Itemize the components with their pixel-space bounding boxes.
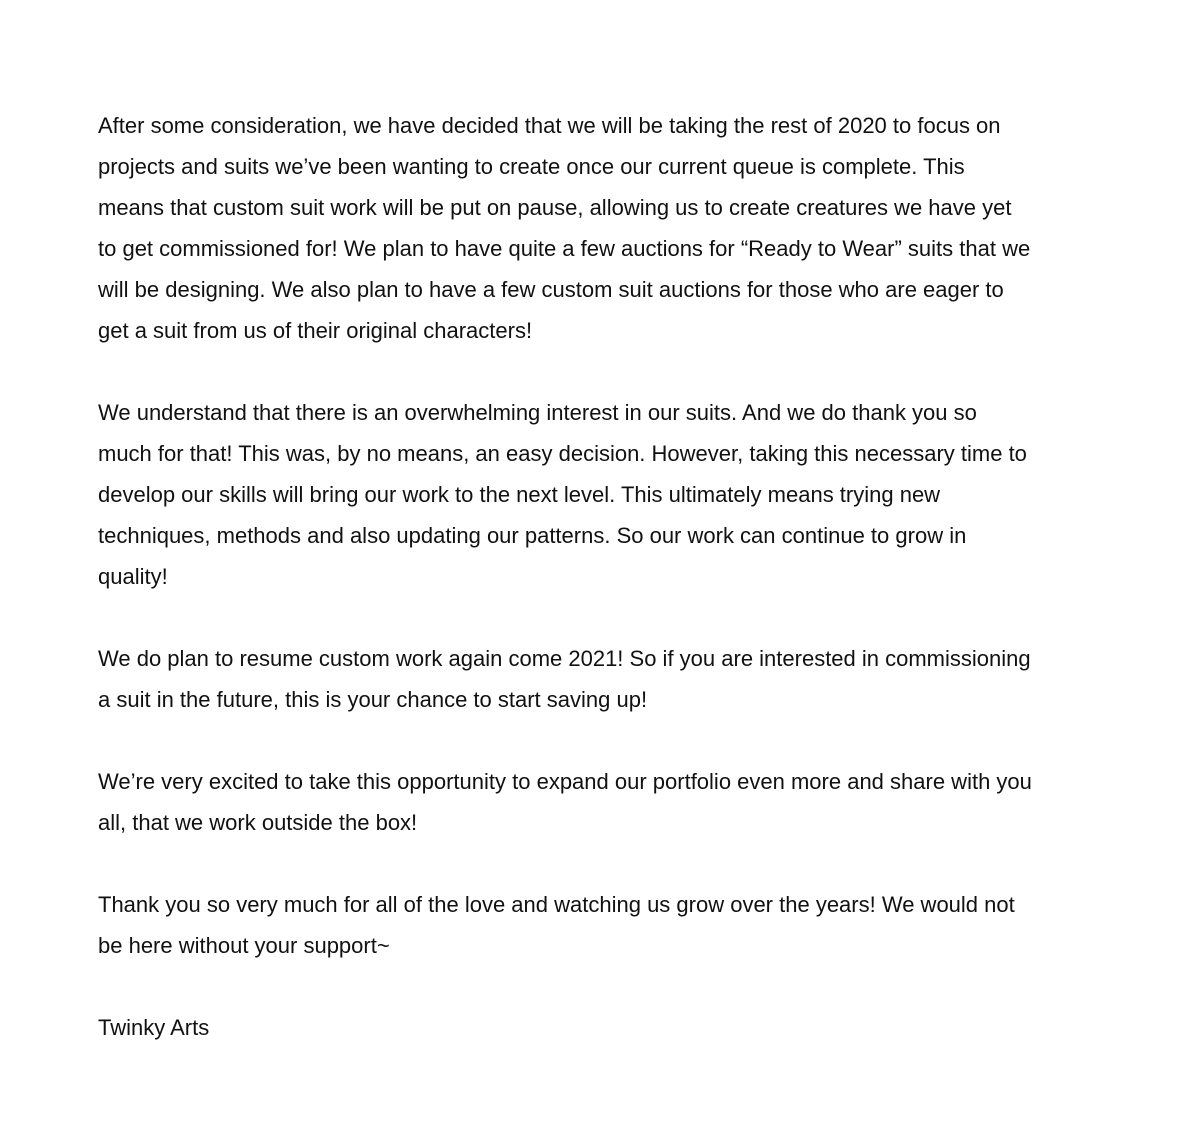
paragraph-closing-thanks (98, 884, 1106, 966)
paragraph-schedule-change (98, 105, 1106, 351)
text-line: get a suit from us of their original characters! (98, 318, 533, 343)
text-line: develop our skills will bring our work to the next level. This ultimately means trying new (98, 482, 941, 507)
text-line: all, that we work outside the box! (98, 810, 418, 835)
text-line: will be designing. We also plan to have a few custom suit auctions for those who are eager to (98, 277, 1004, 302)
text-line: be here without your support~ (98, 933, 390, 958)
paragraph-interest-thanks (98, 392, 1106, 597)
text-line: After some consideration, we have decided that we will be taking the rest of 2020 to focus on (98, 113, 1001, 138)
paragraph-excitement (98, 761, 1106, 843)
text-line: quality! (98, 564, 168, 589)
text-line: techniques, methods and also updating our patterns. So our work can continue to grow in (98, 523, 967, 548)
signature: Twinky Arts (98, 1015, 210, 1040)
text-line: much for that! This was, by no means, an easy decision. However, taking this necessary time to (98, 441, 1027, 466)
text-line: to get commissioned for! We plan to have quite a few auctions for “Ready to Wear” suits that we (98, 236, 1031, 261)
text-line: projects and suits we’ve been wanting to create once our current queue is complete. This (98, 154, 965, 179)
text-line: means that custom suit work will be put on pause, allowing us to create creatures we have yet (98, 195, 1012, 220)
text-line: We’re very excited to take this opportunity to expand our portfolio even more and share with you (98, 769, 1032, 794)
text-line: We do plan to resume custom work again come 2021! So if you are interested in commissioning (98, 646, 1031, 671)
announcement-letter (98, 105, 1106, 1048)
text-line: a suit in the future, this is your chance to start saving up! (98, 687, 648, 712)
text-line: We understand that there is an overwhelming interest in our suits. And we do thank you so (98, 400, 977, 425)
paragraph-resume-2021 (98, 638, 1106, 720)
text-line: Thank you so very much for all of the love and watching us grow over the years! We would not (98, 892, 1015, 917)
